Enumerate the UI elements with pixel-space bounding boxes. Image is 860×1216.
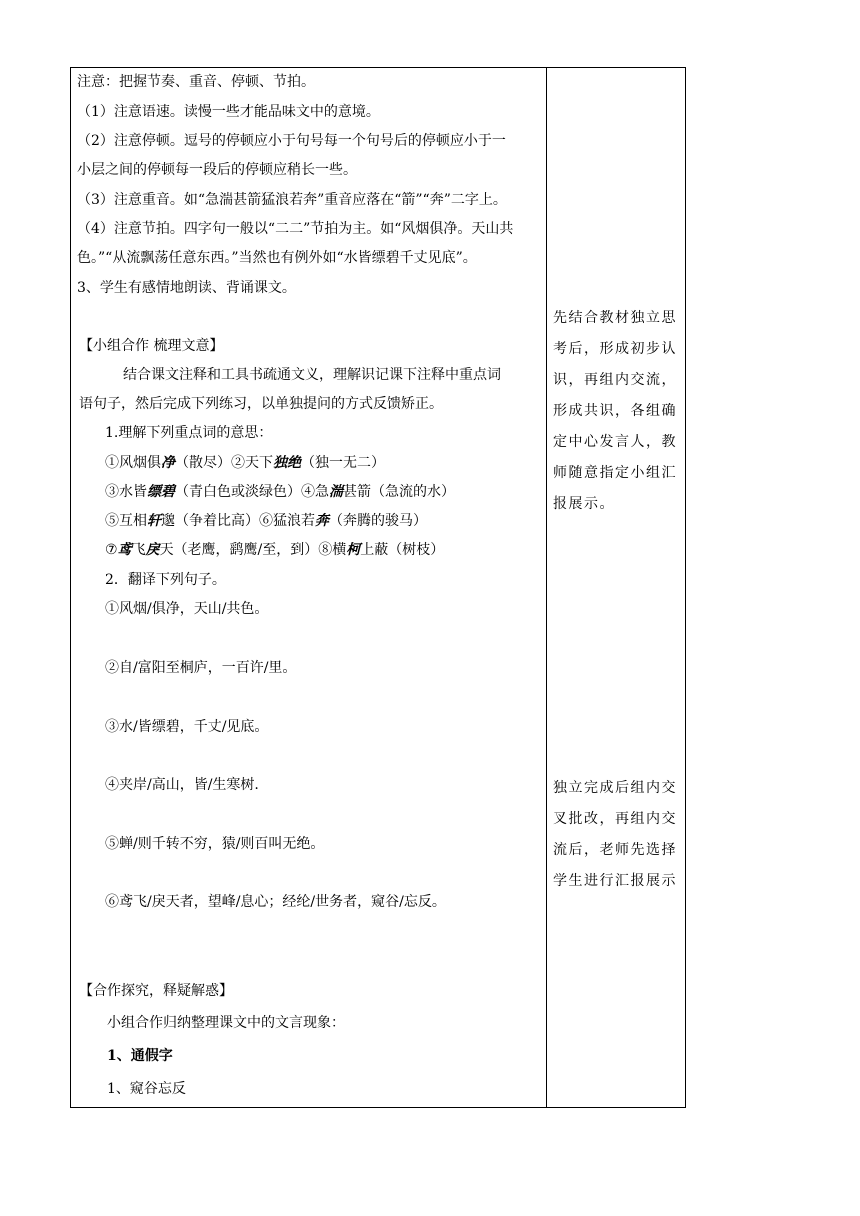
vocab-key-word: 奔 [315, 513, 329, 529]
vocab-line-3 [105, 511, 427, 531]
tongjia-item-1: 1、窥谷忘反 [107, 1081, 186, 1097]
vocab-text: 邈（争着比高）⑥猛浪若 [161, 513, 315, 529]
vocab-title: 1.理解下列重点词的意思： [105, 425, 273, 441]
vocab-key-word: 独绝 [273, 455, 301, 471]
vocab-text: （散尽）②天下 [175, 455, 273, 471]
translate-item-5: ⑤蝉/则千转不穷，猿/则百叫无绝。 [105, 836, 325, 852]
vocab-text: ⑦ [105, 542, 118, 558]
coop-para: 小组合作归纳整理课文中的文言现象： [107, 1015, 345, 1031]
group-para-line2: 语句子，然后完成下列练习，以单独提问的方式反馈矫正。 [79, 396, 443, 412]
note-1: （1）注意语速。读慢一些才能品味文中的意境。 [77, 104, 380, 120]
translate-item-4: ④夹岸/高山，皆/生寒树. [105, 777, 259, 793]
vocab-key-word: 轩 [147, 513, 161, 529]
vocab-text: 甚箭（急流的水） [343, 484, 455, 500]
vocab-text: 上蔽（树枝） [360, 542, 445, 558]
side-note-2: 独立完成后组内交叉批改，再组内交流后，老师先选择学生进行汇报展示 [553, 780, 677, 889]
note-3: （3）注意重音。如“急湍甚箭猛浪若奔”重音应落在“箭”“奔”二字上。 [77, 192, 507, 208]
translate-item-2: ②自/富阳至桐庐，一百许/里。 [105, 660, 297, 676]
note-title: 注意：把握节奏、重音、停顿、节拍。 [77, 74, 315, 90]
group-para-line1: 结合课文注释和工具书疏通文义，理解识记课下注释中重点词 [123, 367, 501, 383]
vocab-key-word: 湍 [329, 484, 343, 500]
vocab-key-word: 净 [161, 455, 175, 471]
lesson-table [70, 67, 686, 1108]
column-divider [546, 68, 547, 1107]
translate-item-1: ①风烟/俱净，天山/共色。 [105, 601, 269, 617]
note-4a: （4）注意节拍。四字句一般以“二二”节拍为主。如“风烟俱净。天山共 [77, 221, 514, 237]
vocab-line-1 [105, 453, 385, 473]
coop-title: 【合作探究，释疑解惑】 [79, 983, 233, 999]
tongjia-title: 1、通假字 [107, 1048, 173, 1064]
item-3: 3、学生有感情地朗读、背诵课文。 [77, 280, 296, 296]
vocab-text: 飞 [131, 542, 146, 558]
side-note-1: 先结合教材独立思考后，形成初步认识，再组内交流，形成共识，各组确定中心发言人，教师随意指定小组汇报展示。 [553, 310, 677, 512]
note-2a: （2）注意停顿。逗号的停顿应小于句号每一个句号后的停顿应小于一 [77, 133, 506, 149]
vocab-text: （独一无二） [301, 455, 385, 471]
note-4b: 色。”“从流飘荡任意东西。”当然也有例外如“水皆缥碧千丈见底”。 [77, 250, 477, 266]
note-2b: 小层之间的停顿每一段后的停顿应稍长一些。 [77, 162, 357, 178]
vocab-text: 天（老鹰，鹞鹰/至，到）⑧横 [159, 542, 347, 558]
vocab-line-2 [105, 482, 455, 502]
vocab-key-word: 戾 [145, 542, 160, 558]
translate-title: 2．翻译下列句子。 [105, 572, 226, 588]
vocab-text: ①风烟俱 [105, 455, 161, 471]
vocab-text: ③水皆 [105, 484, 147, 500]
vocab-text: （青白色或淡绿色）④急 [175, 484, 329, 500]
vocab-key-word: 鸢 [117, 542, 132, 558]
vocab-key-word: 缥碧 [147, 484, 175, 500]
vocab-key-word: 柯 [346, 542, 361, 558]
vocab-line-4 [105, 540, 444, 560]
vocab-text: ⑤互相 [105, 513, 147, 529]
translate-item-6: ⑥鸢飞/戾天者，望峰/息心；经纶/世务者，窥谷/忘反。 [105, 894, 446, 910]
vocab-text: （奔腾的骏马） [329, 513, 427, 529]
group-title: 【小组合作 梳理文意】 [79, 338, 224, 354]
translate-item-3: ③水/皆缥碧，千丈/见底。 [105, 719, 269, 735]
